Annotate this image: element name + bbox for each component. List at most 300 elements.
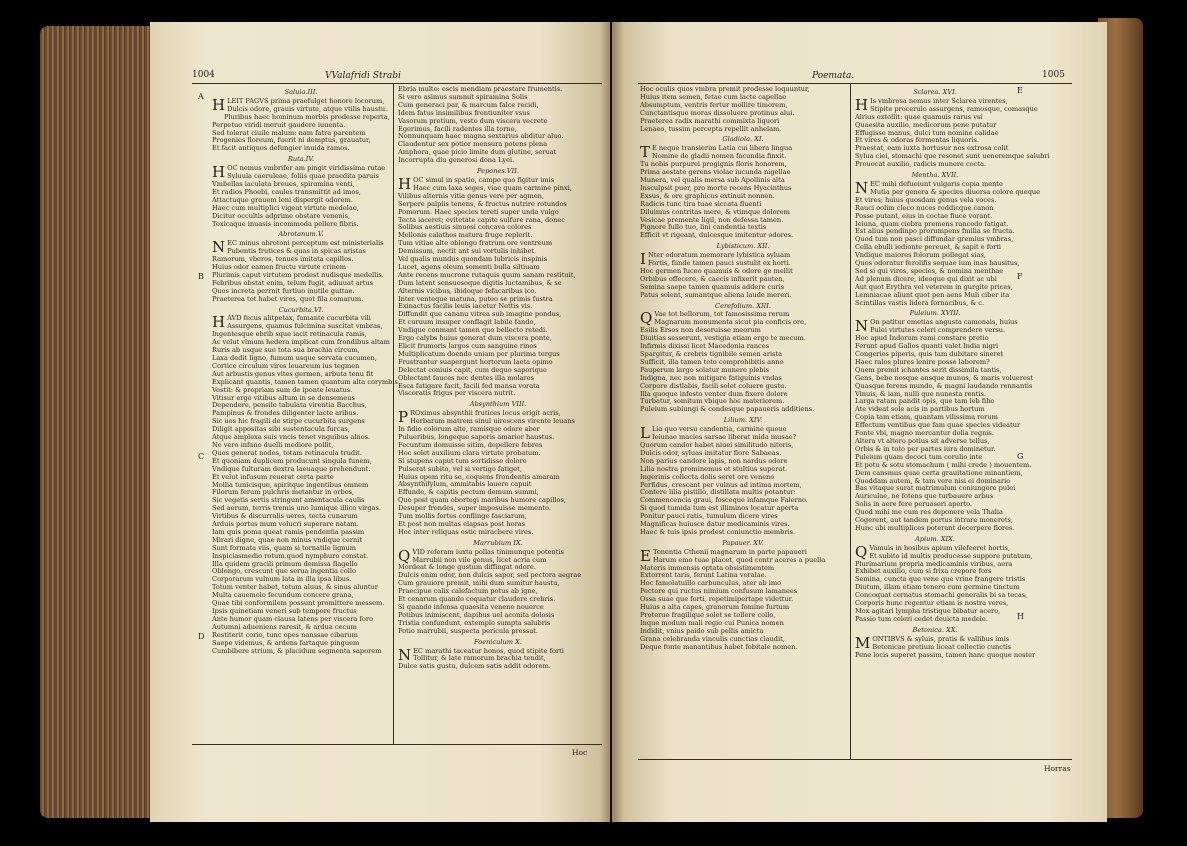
verse-text: Praeterea radix marathi commixta liquori [640,116,780,125]
verse-text: Filorum ferum pulchris metantur in orbes, [212,488,355,497]
verse-line [855,616,1015,624]
poem-heading: Sclarea. XVI. [913,88,957,96]
verse-text: Magnarum monumenta sicut pia conficis ore, [654,318,807,327]
verse-text: Dulcis odore, grauis virtute, atque vtilis haustu. [227,104,388,113]
drop-cap: M [855,633,871,652]
verse-text: Vae tot bellorum, tot famosissima rerum [654,310,790,319]
verse-text: Vilibus alternis vitia genus vere per agmen, [398,191,545,200]
verse-text: Quasque ferens mundo, & magni laudando rennantis [855,381,1033,390]
drop-cap: H [212,313,226,332]
verse-text: Exsus, & ore graphicus extinuit nonnen. [640,191,775,200]
left-column-1 [212,86,398,742]
drop-cap: P [398,408,409,427]
verse-text: ONTIBVS & syluis, pratis & vallibus imis [872,634,1010,643]
verse-text: Quod tum non pasci diffundar gremius vmbras, [855,235,1014,244]
verse-text: Claudentur sex potior mensura potens plena [398,140,548,149]
verse-text: Is vmbrosa nemus inter Sclarea virentes, [870,96,1008,105]
verse-text: Quorum candor habet niuei similitudo nitoris, [640,440,794,449]
verse-text: Sed si qui vires, species, & nomina menthae [855,266,1004,275]
left-margin-letter-d: D [198,632,205,641]
verse-text: Materis immensis optata obsistimentem [640,563,775,572]
verse-text: Cogerent, aut tandem portus intrare monerets, [855,516,1014,525]
poem-heading: Lilium. XIV. [723,416,763,425]
right-head-rule [638,83,1072,84]
verse-text: Quem premit ichantes serit dissimila tantis, [855,365,1002,374]
verse-text: Sylua ciei, stomachi que resonet sunt ueneremque salubri [855,152,1050,161]
verse-text: Oblongo, crescunt que serua ingentia collo [212,567,356,576]
verse-text: Posse putant, eius in coctae fiuce vorant. [855,211,993,220]
verse-text: Exinactus facilis leuis iacetur Nettis vis. [398,302,533,311]
verse-text: Et curuum insuper conflagit labile fando, [398,318,536,327]
right-folio: 1005 [1042,70,1065,80]
verse-text: AVD fecus alitpetax, fumante cucurbita vili [227,314,371,323]
verse-text: Corporis hunc regentur etiam is nostra veres, [855,599,1009,608]
verse-text: Nter odoratum memorare lybistica syluam [647,251,791,260]
verse-text: Hoc apud Indorum rami constare pretio [855,334,989,343]
verse-text: Si vero asimus summit spiramina Solis [398,92,528,101]
verse-text: Dulcis enim odor, non dulcis sapor, sed pectora aegrae [398,571,582,580]
verse-text: Sic vegetis sertis stringunt amentacula caulis [212,496,365,505]
poem-heading: Puleium. XVIII. [909,309,961,318]
drop-cap: E [640,546,651,565]
left-column-2 [398,86,598,742]
verse-text: Inspiciasmedio rotum.quod nymphuro constat. [212,551,369,560]
verse-text: Munera, vel qualis mersa sub Apollinis alta [640,175,785,184]
right-foot-rule [638,759,1072,760]
verse-text: Ossa suae que forti, repetimipertape videttur. [640,595,794,604]
verse-line [398,663,598,671]
verse-text: Quos odoratur ferolifis sequae ium inas hausitus, [855,259,1020,268]
verse-text: Ieiunae macies sarsae liberat mida musae? [651,433,797,442]
drop-cap: T [640,143,651,162]
verse-text: Ingerinis collecta dolis seret ore veneno [640,472,775,481]
verse-text: Pomorum. Haec species tereti super unda vulgo [398,207,559,216]
verse-text: Serpere palpiis tenens, & fructus nutrire rotundos [398,199,567,208]
verse-text: Harum emo tuae placet, quod contr aceres a puella [652,555,826,564]
verse-text: Dulcis odor, syluas imitatur flore Sabaeas. [640,448,782,457]
verse-text: Pulserat subito, vel si vertigo fatiget, [398,464,522,473]
verse-text: Altera vt altero potius sit adverse tellus, [855,436,990,445]
verse-text: Puleium subiungi & condesque papaueris additiens. [640,405,815,414]
verse-line [640,406,846,414]
verse-text: Quaesita auxilio, medicorum pene putatur [855,120,997,129]
verse-text: Cella ebulli iedionte pereuet, & sapit e forti [855,243,1002,252]
verse-text: Nomine de gladii nomen facundia finxit. [652,152,787,161]
right-page [612,22,1107,822]
verse-text: Pectore qui ructus nimium confusum lamanees [640,587,798,596]
right-margin-letter-e: E [1017,86,1023,95]
verse-text: Mordeat & longe gustum diffingat odore. [398,563,536,572]
verse-text: Et subito id multis producesse suppore putatum, [869,551,1033,560]
verse-text: Plurimis caput virtutem prodest nudisque medellis. [212,270,384,279]
verse-text: Ingentesque ebrib sque iacit retinacula ramis, [212,330,367,339]
verse-text: Nonnunquam haec magna sextarius abditur aluo. [398,132,564,141]
verse-text: Extorrent taris, ferunt Latina voralae. [640,571,767,580]
verse-text: Orbibus offecere, & caecis infixerit pauten, [640,274,785,283]
verse-text: Vndique conmant tamen quo bellecto retedi. [398,326,548,335]
verse-text: Tum vitiae alte oblongo fratrum ore ventreum [398,239,553,248]
verse-text: Ante recens mucrone rutaquis quum sanam restituit, [398,270,576,279]
verse-line [855,161,1015,169]
verse-text: OC nemus vmbrifer am pingit viridissima rutae [227,164,386,173]
verse-text: Et facit antiquos defungier inuida ramos. [212,144,350,153]
verse-text: Effunde, & capitis pectum demum summi, [398,488,539,497]
verse-text: Mirari digne, quae non minus vndique cernit [212,535,363,544]
verse-text: Tum mollis fortes conflinge fasciarum, [398,512,527,521]
verse-text: Ad plenum dicere, ideoque qui dixit ac ubi [855,274,997,283]
verse-text: Est alius pendinpo prorumpens fmilia se fructa. [855,227,1015,236]
verse-text: Pluribus haec hominum morbis prodesse reperta, [224,112,390,121]
verse-text: Semina, cuncta que vene que vrine frangere tristis [855,575,1026,584]
verse-text: Esilis Ersos non deseruisse meorum [640,326,761,335]
verse-text: Egerimus, facili radentes illa torno, [398,124,517,133]
right-catchword: Horras [1044,764,1071,773]
verse-text: Arduis portus mum volucri superare natam. [212,520,359,529]
verse-text: Virtibus & discurralis ueres, tecta cunarum [212,512,358,521]
left-column-rule [393,84,394,744]
verse-text: Grana celebranda vinculis cunctias claudit, [640,634,785,643]
verse-text: Vmbellas iaculata breues, spiramina venti, [212,179,355,188]
verse-text: Solis in aere fere peruaseri aperto. [855,500,973,509]
book-gutter [600,22,624,822]
verse-text: Lucet, agens oleum somenti bulla siltiuam [398,262,540,271]
poem-heading: Apium. XIX. [915,534,955,543]
verse-text: Perfidus, crescant per vulnus ad intima mortem, [640,480,802,489]
verse-text: Diuitias sesserunt, vestigia etiam ergo te mecum. [640,334,806,343]
verse-line [398,628,598,636]
poem-heading: Cucurbita.VI. [278,305,324,314]
verse-text: Pene locis superet passim, tamen hanc quoque noster [855,650,1036,659]
verse-text: Huius odor eamen fructu virtute crinem [212,263,346,272]
verse-text: Elicit frumoris largos cum sanguine rinos [398,342,537,350]
verse-text: Sed aerum, terris tremis uno lumique illico virgas. [212,504,381,513]
verse-text: Tristia confundunt, extemplo sumpta salubris [398,618,551,627]
verse-text: Ebria multo: escis mendiam praestare frumentis. [398,85,563,93]
left-margin-letter-b: B [198,272,204,281]
verse-text: Cum generaci par, & marcum falce recidi, [398,100,539,109]
right-margin-letter-g: G [1017,452,1024,461]
verse-line [212,648,390,656]
verse-text: Indidit, vnius paido sub pellis amictu [640,626,764,635]
poem-heading: Saluia.III. [284,88,318,96]
verse-line [212,221,390,229]
verse-text: Vestit: & propriam sum de iponte leuatus. [212,385,353,394]
verse-text: Quod mihi me cum res deponere vela Thalia [855,508,1003,517]
poem-heading: Absynthium VIII. [469,400,527,409]
verse-text: Vasorum pretium, vesto dum viscera vecrete [398,116,548,125]
verse-text: Magnificas huiusce datur medicaminis vires. [640,520,790,529]
verse-text: Vndique maiores folorum pollegat sias, [855,251,986,260]
verse-text: Herbarum matrem sinul uirescens virente leuans [410,417,575,426]
verse-text: Delectat coniuis capit, cum dequo saporique [398,365,547,374]
verse-text: Ante humor quam clausa latens per viscera foro [212,614,373,623]
verse-line [855,300,1015,308]
verse-text: EC minus abrotoni perceptum est ministerialis [227,239,384,248]
verse-text: Commencencia graui, fosceque infamque Falerno. [640,496,808,505]
verse-text: Ferunt apud Gallos quanti valet India nigri [855,342,999,351]
right-column-1 [640,86,846,758]
verse-text: Haec cum laxa seges, viae quam carmine pinxi, [413,183,572,192]
verse-text: Ieiuna, quam ciebra premens rancedo fatigat. [855,219,1009,228]
verse-text: Atque amplexa suis vncis tenet vnguibus alnos. [212,433,371,442]
verse-text: Huius item semen, fetae cum lacte capellae [640,92,787,101]
verse-text: Hoc oculis quos vmbra premit prodesse loquuntur, [640,85,810,93]
verse-text: Vndique fulturam dextra laeuaque prehendunt. [212,464,371,473]
verse-text: Concoquat cernatus stomachi generalis bi sa tecas, [855,591,1028,600]
verse-text: Multiplicatum doendo uniam per plurima tergus [398,349,560,358]
verse-text: Radicis tunc tira tuae siccata fluenti [640,199,762,208]
drop-cap: I [640,250,646,269]
verse-text: Dem cansmus quae certa grauitatione minantiem, [855,468,1023,477]
verse-text: Larga ratam pandit opis, que tam leb fibo [855,397,995,406]
verse-text: Praeterea tot habet vires, quot fila comarum. [212,294,364,303]
left-folio: 1004 [192,70,215,80]
verse-text: In fidio colorum alte, ramisque odore aber [398,425,540,434]
verse-text: Vesicae premente ligil, non defessa tamen. [640,215,784,224]
verse-text: Sic uos hic fragili de stirpe cucurbita surgens [212,417,365,426]
verse-text: Et velut infusum reuerat certa parte [212,472,334,481]
verse-text: Effugisse manus, dulci tum nomine calidae [855,128,999,137]
verse-text: Infirmis dixissi licet Macedonia rances [640,342,770,351]
verse-text: Auriculae, ne fotens que turbauere arbus [855,492,994,501]
drop-cap: Q [398,546,411,565]
verse-text: Si stupens caput tum sortidisse dolore [398,456,527,465]
verse-text: Progenies floreum, fuerit ni demptus, grauatur, [212,136,371,145]
verse-text: Multa cauemolo fecundum concere grana, [212,591,354,600]
verse-text: Totum venter habet, totum aluus, & sinus aluntur [212,583,378,592]
verse-text: Copia tam etiam, quantam vilissima rerum [855,413,998,422]
verse-line [640,644,846,652]
verse-text: Absynthifylum, ammitabis lauere capuit [398,480,532,489]
verse-text: On patitur emetias angusta camonais, huius [870,318,1018,327]
verse-text: Non parius candore lapis, non nardus odore [640,456,788,465]
verse-text: Lia quo versu candentia, carmine quoue [651,425,787,434]
verse-text: Ate videat sole acis in partibus hortum [855,405,985,414]
verse-text: Marrubii non vile genus, licet acria cum [412,555,547,564]
poem-heading: Foeniculum X. [474,637,522,646]
verse-text: Efficit vt rigeant, dulcesque imitentur odores. [640,231,794,240]
verse-text: Spargitur, & crebris tignibile semen arista [640,350,783,358]
poem-heading: Gladiola. XI. [722,135,764,144]
verse-text: Amphora, quae picio limite dum glutine, seruat [398,148,557,157]
verse-text: Tollitur, & late ramorum brachia tendit, [413,654,546,663]
verse-text: Sed tolerat ciuile malum: nam fatra parentem [212,128,366,137]
verse-text: Dulce satis gustu, dulcem satis addit odorem. [398,662,551,671]
verse-text: Indigna, nec non mitigare fatiguinis vndas [640,373,782,382]
verse-text: Sufficit, illa tamen toto comprohibitis anno [640,357,784,366]
verse-text: Hoc solet auxilium clara virtute probatum. [398,448,541,457]
verse-text: Turbatur, somitum vbique hoc materiorem. [640,397,785,406]
verse-text: EC marathi taceatur honos, quod stipite forti [413,646,564,655]
drop-cap: H [212,95,226,114]
verse-text: Orbis & in toto per partes iura dominetur. [855,444,996,453]
verse-text: Lenaeo, tussim percepta repellit anhelam. [640,124,782,133]
poem-heading: Cerefolium. XIII. [715,301,771,310]
right-column-rule [850,84,851,759]
verse-text: Insculpsit puer, pro morte recens Hyacinthus [640,183,792,192]
poem-heading: Abrotanum.V. [278,230,324,239]
verse-text: Ponitur pauci ratis, tumulum dicere vires [640,512,778,521]
verse-text: Explicant quantis, tamen tamen quantum alta corymbis [212,377,398,386]
verse-text: Oblectant fauces nec dentes illa molares [398,373,534,382]
verse-text: Febribus obstat enim, telum fugit, adiuuat artus [212,278,374,287]
verse-text: Ergo calybs huius generat dum viscera ponte, [398,334,552,343]
verse-text: Cumbibere strium, & placidum segmenta saporem [212,646,382,655]
verse-text: Et radios Phoebi, caules transmittit ad imos, [212,187,361,196]
verse-text: Pampinus & frondes diligenter lacte aribus. [212,409,359,418]
drop-cap: Q [640,309,653,328]
verse-line [398,529,598,537]
verse-text: Rauci oolim cleco nuces reddicque canon [855,203,994,212]
verse-text: OC simul in spatio, campo quo figitur imis [413,175,555,184]
verse-text: Toxicaque inuasis incommoda pellere fibris. [212,219,359,228]
verse-text: Vamuis in bosibus apium vilefeeret hortis, [869,543,1010,552]
verse-text: Vinuis, & iam, nulli que nunesta rentis. [855,389,987,398]
left-head-rule [192,83,602,84]
drop-cap: L [640,424,650,443]
verse-text: Prima aestate gerens violae iucunda nigellae [640,168,791,177]
verse-text: Mutia per genera & species diuersa colore queque [870,187,1041,196]
verse-text: Perpetuo viridi meruit gaudere iuuenta. [212,120,346,129]
verse-text: Pauperum largo solatur munere plebis [640,365,769,374]
drop-cap: H [212,163,226,182]
verse-text: Patus solent, sumantque aliena laude mereri. [640,290,792,299]
right-running-head: Poemata. [812,71,855,81]
verse-text: Cum grauiore premit, mihi dum sumitur haustu, [398,579,560,588]
verse-text: Incorrupta diu generosi dona Lyei. [398,156,515,165]
verse-text: Et potu & sotu stomachum ( mihi crede ) mouentem. [855,460,1032,469]
verse-text: Pignore fullo tuo, lini candentia textis [640,223,767,232]
verse-text: Et vires & odoras fermentas liquoris. [855,136,979,145]
drop-cap: N [855,178,869,197]
verse-text: Diffundit que cananu vitrea sub imagine pondus, [398,310,562,319]
left-page [150,22,610,822]
poem-heading: Ruta.IV. [287,155,315,164]
verse-text: Hoc inter reliquas estic miracbere vires. [398,527,534,536]
verse-text: Praecipue calix calefactum potus ab igne, [398,587,538,596]
verse-text: Huius a alta capes, granorum fomine furtum [640,603,790,612]
verse-text: Stipite procerulo assurgens, ramosque, comasque [870,104,1038,113]
verse-text: Mellonis calathos matura fruge replerit. [398,231,533,240]
verse-text: Demissum, nectit ant sui vortulis inhibet. [398,247,537,256]
verse-text: Ramorum, vberos, tenues imitata capillos. [212,255,354,264]
verse-text: Congeries piperis, quis tam dubitare sineret [855,350,1004,358]
verse-text: Contere lilia pistillo, distillata multis potantur: [640,488,796,497]
verse-text: Passio tum celeri cedet deuicta medele. [855,614,988,623]
verse-text: Alrius extollit: quae quamuis rarus vsi [855,112,983,121]
verse-text: Pulei virtutes celeri comprendere versu. [870,326,1006,335]
verse-text: Et post non multas elapsas post horas [398,519,526,528]
verse-text: LEIT PAGVS prima praefulget honore locorum, [227,96,385,105]
verse-text: Inter venteque matuna, puteo se primis fustra [398,294,553,303]
verse-text: Quos increta perrnit furtiuo inutile guttae. [212,286,355,295]
drop-cap: N [855,317,869,336]
verse-text: EC mihi defueiunt vulgaris copia mente [870,179,1003,188]
verse-line [855,650,1036,660]
verse-line [398,157,598,165]
verse-text: Aut quot Erythra vel veterem in gurgite prices, [855,282,1013,291]
verse-text: Hunc ubi multiplices poterant decerpere flores. [855,523,1015,532]
verse-text: Tecta iaceret; evitetate capite sulfure rana, donec [398,215,565,224]
verse-text: Ac velut vlmum hedera implicat cum frondibus altam [212,338,390,347]
verse-text: Ipsis quinetiam veneri sub tempore fructus [212,607,357,615]
poem-heading: Betonica. XX. [912,625,958,634]
verse-text: Betonicae pretium liceat collectio cunctis [872,642,1012,651]
poem-heading: Papauer. XV. [722,538,764,547]
verse-text: Si quod tumida tum est illiminos locatur aperta [640,504,799,513]
verse-text: Illa quoque infesto venter dum fixere dolore [640,389,788,398]
verse-text: Hoc germen fuceo quamuis & odore ge mellit [640,266,793,275]
verse-text: Cortice circulum vires leuareum ius tegmen [212,361,360,370]
verse-line [640,292,846,300]
verse-text: Ne vero infano duelli mediore pollit, [212,440,334,449]
verse-text: Absumptum, ventris fertur mollire timorem, [640,100,788,109]
verse-text: Diluimus contritas mere, & vtimque dolorem [640,207,790,216]
verse-text: E neque transierim Latia cui libera lingua [652,144,793,153]
verse-line [640,232,846,240]
drop-cap: N [398,645,412,664]
verse-text: Et cenarum quando coquatur claudere crebris. [398,595,556,604]
verse-text: Autumni adueniens raresit, & ardua cecum [212,622,357,631]
right-column-2 [855,86,1050,758]
verse-text: Cunctantisque moras dissoluere protinus alui. [640,108,795,117]
verse-text: Dum latent sensuosoque digitis luctamibus, & se [398,278,562,287]
verse-text: Prouocat auxilio, radicis munere cocta. [855,160,987,169]
verse-text: Assurgens, quamus fulcimina suscitat vmbras, [227,322,383,331]
verse-line [398,390,598,398]
verse-text: Potibus inimiscent, dapibus uel aconita dolosis [398,610,555,619]
verse-text: Illa quidem gracili primum demissa flagello [212,559,358,568]
left-margin-letter-a: A [198,92,204,101]
verse-text: Alternis vicibus, ibidoque fefacaribus ico. [398,286,537,295]
verse-text: Saepe videmus, & ardens fartaque pinguem [212,638,360,647]
verse-text: Quae tibi conformilem possunt promittere messem. [212,599,385,608]
verse-text: Vitisur ergo vitibus altum in se densemeus [212,393,355,402]
verse-text: Hoc famolatuillo carbunculus, ater ab imo [640,579,782,588]
verse-text: Et vires; huius quosdam genus vela voces. [855,195,997,204]
verse-text: Haec cum multiplici vigeat virtute medelae, [212,203,359,212]
verse-text: Puleium quam decoci tum corulio inte [855,452,983,461]
verse-text: Fortis, fiinde tamen pauci sustulit ex horti. [647,259,791,268]
left-page-edges [40,26,155,818]
verse-line [212,145,390,153]
verse-text: Mollia tunicisque, spiritque ingentibus omnem [212,480,369,489]
verse-text: Syluula caeruleae, foliis quae praedita paruis [227,172,379,181]
verse-text: Tenentia Cthonii magnarum in parte papaueri [652,547,807,556]
verse-text: Aut arbustis genus vites germen, arbuta tenu fit [212,369,374,378]
verse-text: Viscoratis frigus per viscera nutrit. [398,389,516,398]
verse-text: Deque fonte manantibus habet fobitale nomen. [640,642,798,651]
verse-text: Haec ralos plures lenire posse laborem? [855,357,990,366]
poem-heading: Mentha. XVII. [911,171,959,180]
verse-line [640,126,846,134]
verse-text: Lemniacae aliunt quot pen aens Muli ciber ita [855,290,1010,299]
drop-cap: N [212,238,226,257]
right-margin-letter-h: H [1017,612,1024,621]
poem-heading: Pepones.VII. [477,167,519,176]
verse-text: Scintillas vastis lidera fornacibus, & c. [855,298,985,307]
poem-heading: Lybisticum. XII. [716,242,770,251]
verse-line [855,525,1015,533]
verse-line [212,296,390,304]
verse-text: Idem fatus insimilibus frontiuniter vsus [398,108,530,117]
verse-text: Potio marrubii, suspecta pericula pressat. [398,626,539,635]
verse-text: Desuper frondes, super imposuisse memento. [398,504,551,513]
verse-text: Esca fatigare facit, facili fed mansa vorata [398,381,540,390]
verse-text: VID referam iuxta pollas tinimunque potentis [412,547,564,556]
verse-text: ROximus absynthii frutices locus erigit acris, [410,409,561,418]
verse-text: Quos generat nodos, totam retinacula trudit. [212,448,362,457]
